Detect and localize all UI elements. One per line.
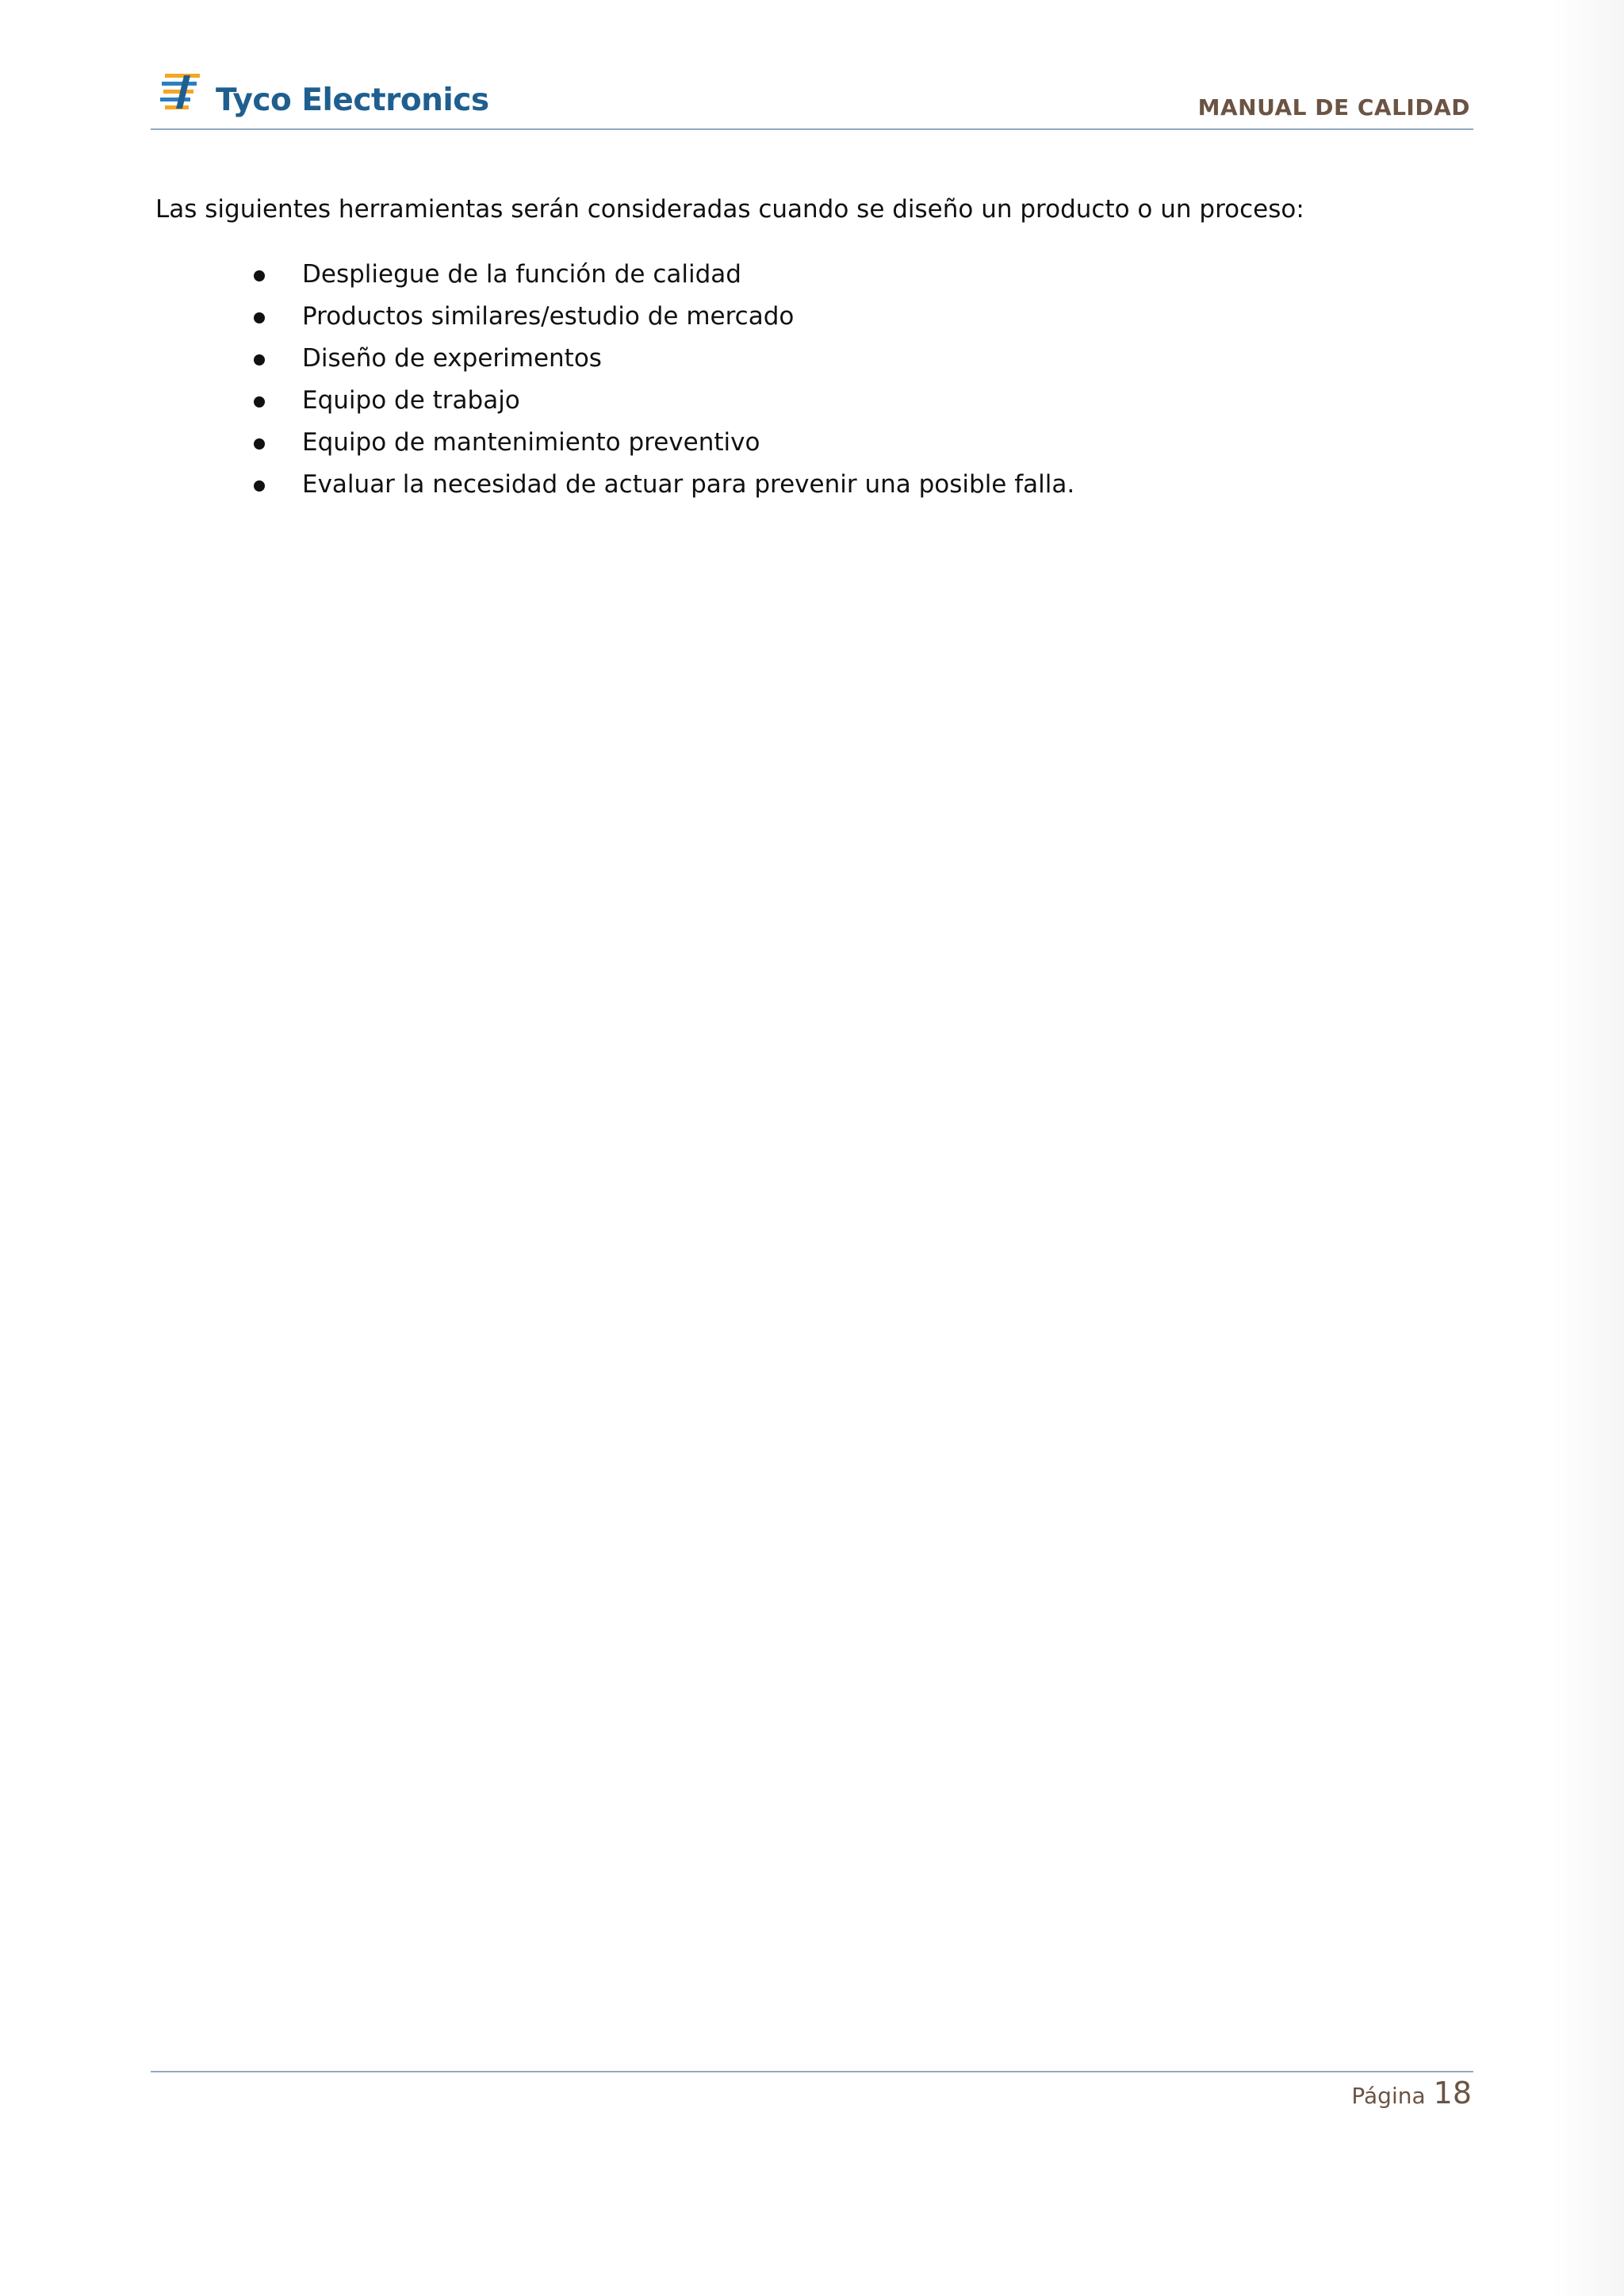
- list-item: [155, 464, 1456, 506]
- page-label: Página: [1351, 2083, 1426, 2109]
- list-item: [155, 296, 1456, 338]
- footer-divider: [151, 2071, 1473, 2072]
- tools-list: [155, 254, 1456, 506]
- logo-text: Tyco Electronics: [216, 82, 489, 118]
- list-item-text: Evaluar la necesidad de actuar para prevenir una posible falla.: [302, 470, 1075, 499]
- list-item-text: Productos similares/estudio de mercado: [302, 302, 795, 331]
- header-divider: [151, 128, 1473, 130]
- list-item-text: Equipo de trabajo: [302, 386, 520, 415]
- list-item-text: Diseño de experimentos: [302, 344, 602, 373]
- bullet-icon: [254, 354, 265, 365]
- list-item: [155, 422, 1456, 464]
- bullet-icon: [254, 270, 265, 281]
- company-logo: [160, 60, 489, 124]
- bullet-icon: [254, 312, 265, 323]
- list-item: [155, 338, 1456, 380]
- page-footer: [1351, 2076, 1472, 2110]
- page-edge-shade: [1553, 0, 1624, 2296]
- list-item-text: Despliegue de la función de calidad: [302, 260, 741, 289]
- list-item-text: Equipo de mantenimiento preventivo: [302, 428, 760, 457]
- bullet-icon: [254, 438, 265, 450]
- bullet-icon: [254, 396, 265, 408]
- intro-paragraph: Las siguientes herramientas serán consideradas cuando se diseño un producto o un proceso:: [155, 195, 1304, 224]
- page-content: [155, 189, 1456, 506]
- document-title: MANUAL DE CALIDAD: [1197, 94, 1470, 121]
- page-header: [151, 60, 1473, 130]
- page-number: 18: [1433, 2076, 1472, 2110]
- list-item: [155, 254, 1456, 296]
- list-item: [155, 380, 1456, 422]
- bullet-icon: [254, 480, 265, 492]
- tyco-logo-icon: [160, 72, 208, 112]
